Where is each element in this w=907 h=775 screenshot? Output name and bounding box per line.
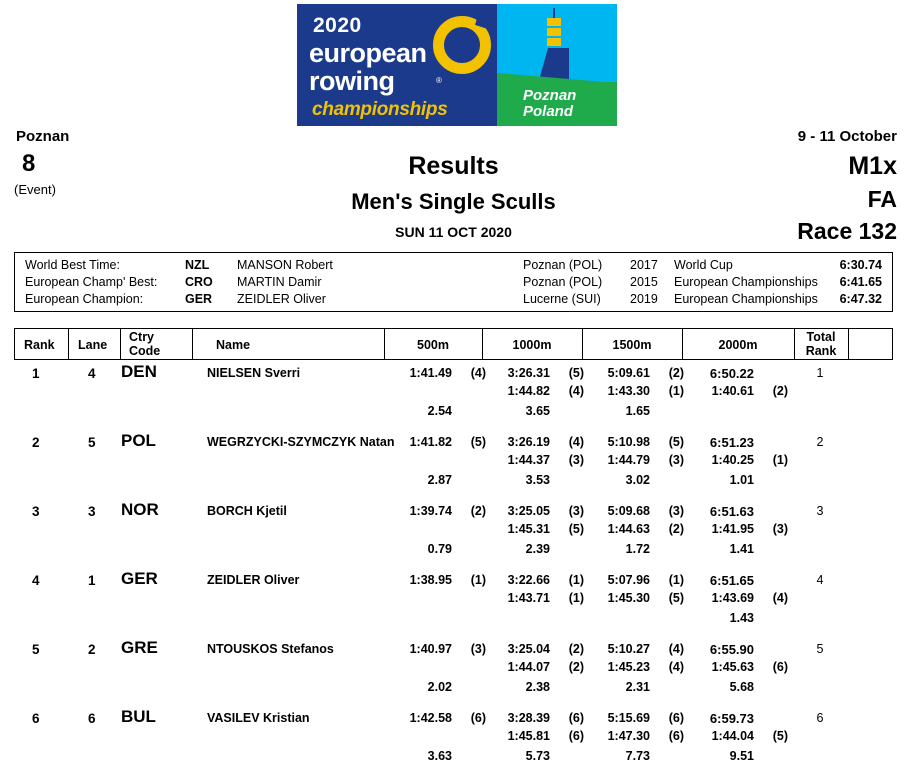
boat-class: M1x <box>848 152 897 180</box>
record-row <box>15 292 892 309</box>
record-row <box>15 258 892 275</box>
record-label: European Champion: <box>25 292 144 306</box>
row-1500m-diff: 1.72 <box>625 542 650 556</box>
column-header-1500m: 1500m <box>612 337 652 352</box>
column-header-ctry-code-line1: Ctry <box>129 330 155 344</box>
event-label: (Event) <box>14 182 56 197</box>
row-1000m-split: 1:44.07 <box>507 660 550 674</box>
row-rank: 6 <box>32 711 40 726</box>
record-athlete: MARTIN Damir <box>237 275 322 289</box>
row-athlete-name: WEGRZYCKI-SZYMCZYK Natan <box>207 435 395 449</box>
record-time: 6:47.32 <box>839 292 882 306</box>
row-1500m-split-position: (2) <box>668 522 684 536</box>
row-1000m-diff: 2.39 <box>525 542 550 556</box>
row-1500m-position: (1) <box>668 573 684 587</box>
page-title: Results <box>408 152 499 180</box>
row-1500m-diff: 1.65 <box>625 404 650 418</box>
row-total-rank: 5 <box>816 642 824 656</box>
record-country: NZL <box>185 258 210 272</box>
row-1000m-split-position: (3) <box>568 453 584 467</box>
row-2000m-diff: 1.01 <box>729 473 754 487</box>
record-label: World Best Time: <box>25 258 120 272</box>
row-1500m-diff: 2.31 <box>625 680 650 694</box>
record-event: European Championships <box>674 292 818 306</box>
row-total-rank: 6 <box>816 711 824 725</box>
row-2000m-split-position: (1) <box>772 453 788 467</box>
event-name: Men's Single Sculls <box>351 189 556 214</box>
row-2000m-split-position: (2) <box>772 384 788 398</box>
row-2000m-diff: 9.51 <box>729 749 754 763</box>
record-row <box>15 275 892 292</box>
row-rank: 2 <box>32 435 40 450</box>
row-1500m-position: (3) <box>668 504 684 518</box>
row-2000m-diff: 5.68 <box>729 680 754 694</box>
column-header-1000m: 1000m <box>512 337 552 352</box>
row-1500m-split: 1:44.63 <box>607 522 650 536</box>
row-1000m-position: (1) <box>568 573 584 587</box>
row-1000m-cumulative: 3:25.05 <box>507 504 550 518</box>
row-1000m-split: 1:44.37 <box>507 453 550 467</box>
row-2000m-split-position: (5) <box>772 729 788 743</box>
row-1500m-split-position: (3) <box>668 453 684 467</box>
row-2000m-split-position: (4) <box>772 591 788 605</box>
row-rank: 1 <box>32 366 40 381</box>
table-row[interactable] <box>14 636 893 705</box>
row-1500m-cumulative: 5:09.61 <box>607 366 650 380</box>
row-1000m-cumulative: 3:26.19 <box>507 435 550 449</box>
row-1500m-split: 1:44.79 <box>607 453 650 467</box>
column-header-lane: Lane <box>78 337 108 352</box>
row-500m-diff: 3.63 <box>427 749 452 763</box>
logo-year: 2020 <box>313 14 362 37</box>
row-1500m-cumulative: 5:10.98 <box>607 435 650 449</box>
row-500m-cumulative: 1:42.58 <box>409 711 452 725</box>
record-country: CRO <box>185 275 213 289</box>
row-1000m-cumulative: 3:26.31 <box>507 366 550 380</box>
race-phase: FA <box>867 186 897 212</box>
row-1000m-split: 1:45.81 <box>507 729 550 743</box>
race-number: Race 132 <box>797 218 897 244</box>
row-country-code: BUL <box>121 707 156 726</box>
table-row[interactable] <box>14 360 893 429</box>
row-final-time: 6:50.22 <box>709 366 754 381</box>
row-2000m-split: 1:40.25 <box>711 453 754 467</box>
column-header-rank: Rank <box>24 337 55 352</box>
row-total-rank: 3 <box>816 504 824 518</box>
row-500m-cumulative: 1:41.49 <box>409 366 452 380</box>
record-year: 2019 <box>630 292 658 306</box>
table-row[interactable] <box>14 429 893 498</box>
row-1500m-position: (4) <box>668 642 684 656</box>
row-1500m-cumulative: 5:15.69 <box>607 711 650 725</box>
row-1000m-split-position: (4) <box>568 384 584 398</box>
row-1500m-diff: 3.02 <box>625 473 650 487</box>
row-1500m-split-position: (1) <box>668 384 684 398</box>
row-rank: 5 <box>32 642 40 657</box>
row-country-code: GER <box>121 569 158 588</box>
row-500m-cumulative: 1:39.74 <box>409 504 452 518</box>
row-2000m-diff: 1.43 <box>729 611 754 625</box>
row-1000m-split-position: (2) <box>568 660 584 674</box>
column-header-2000m: 2000m <box>718 337 758 352</box>
record-athlete: MANSON Robert <box>237 258 333 272</box>
row-1500m-cumulative: 5:07.96 <box>607 573 650 587</box>
row-final-time: 6:59.73 <box>709 711 754 726</box>
row-1500m-cumulative: 5:10.27 <box>607 642 650 656</box>
row-1000m-diff: 3.53 <box>525 473 550 487</box>
row-2000m-split: 1:43.69 <box>711 591 754 605</box>
logo-line-championships: championships <box>312 99 448 120</box>
row-500m-diff: 2.02 <box>427 680 452 694</box>
column-header-total-line2: Rank <box>805 344 837 358</box>
row-1000m-split: 1:45.31 <box>507 522 550 536</box>
row-lane: 5 <box>88 435 96 450</box>
row-500m-position: (2) <box>470 504 486 518</box>
row-total-rank: 1 <box>816 366 824 380</box>
row-country-code: DEN <box>121 362 157 381</box>
header-city: Poznan <box>16 128 70 145</box>
record-label: European Champ' Best: <box>25 275 158 289</box>
row-lane: 2 <box>88 642 96 657</box>
logo-venue-city: Poznan <box>523 87 577 105</box>
row-2000m-split: 1:41.95 <box>711 522 754 536</box>
row-athlete-name: BORCH Kjetil <box>207 504 287 518</box>
record-time: 6:30.74 <box>839 258 882 272</box>
row-lane: 1 <box>88 573 96 588</box>
results-table-header <box>14 328 893 360</box>
row-1000m-split-position: (1) <box>568 591 584 605</box>
record-event: European Championships <box>674 275 818 289</box>
row-2000m-split-position: (3) <box>772 522 788 536</box>
row-1000m-position: (3) <box>568 504 584 518</box>
row-500m-cumulative: 1:40.97 <box>409 642 452 656</box>
poznan-tower-icon <box>539 18 569 80</box>
row-1500m-position: (5) <box>668 435 684 449</box>
row-total-rank: 2 <box>816 435 824 449</box>
row-500m-cumulative: 1:41.82 <box>409 435 452 449</box>
row-athlete-name: ZEIDLER Oliver <box>207 573 300 587</box>
record-event: World Cup <box>674 258 733 272</box>
table-row[interactable] <box>14 567 893 636</box>
record-venue: Lucerne (SUI) <box>523 292 601 306</box>
row-2000m-split: 1:45.63 <box>711 660 754 674</box>
row-1500m-split-position: (4) <box>668 660 684 674</box>
row-500m-position: (4) <box>470 366 486 380</box>
row-final-time: 6:51.63 <box>709 504 754 519</box>
row-1500m-split: 1:45.23 <box>607 660 650 674</box>
column-header-500m: 500m <box>417 337 449 352</box>
row-athlete-name: NIELSEN Sverri <box>207 366 301 380</box>
record-athlete: ZEIDLER Oliver <box>237 292 326 306</box>
row-1000m-diff: 2.38 <box>525 680 550 694</box>
event-logo <box>297 4 617 126</box>
logo-line-rowing: rowing <box>309 66 395 96</box>
logo-venue-country: Poland <box>523 103 574 120</box>
row-500m-position: (3) <box>470 642 486 656</box>
row-lane: 4 <box>88 366 96 381</box>
row-1500m-cumulative: 5:09.68 <box>607 504 650 518</box>
row-1000m-cumulative: 3:22.66 <box>507 573 550 587</box>
row-1000m-split: 1:43.71 <box>507 591 550 605</box>
row-final-time: 6:51.23 <box>709 435 754 450</box>
row-final-time: 6:51.65 <box>709 573 754 588</box>
row-2000m-split: 1:44.04 <box>711 729 754 743</box>
row-500m-diff: 0.79 <box>427 542 452 556</box>
row-500m-position: (6) <box>470 711 486 725</box>
row-country-code: POL <box>121 431 156 450</box>
row-500m-cumulative: 1:38.95 <box>409 573 452 587</box>
row-athlete-name: NTOUSKOS Stefanos <box>207 642 334 656</box>
row-1500m-split-position: (6) <box>668 729 684 743</box>
record-country: GER <box>185 292 213 306</box>
row-rank: 3 <box>32 504 40 519</box>
column-header-total-line1: Total <box>806 330 836 344</box>
record-time: 6:41.65 <box>839 275 882 289</box>
row-rank: 4 <box>32 573 40 588</box>
row-2000m-split: 1:40.61 <box>711 384 754 398</box>
row-1000m-position: (5) <box>568 366 584 380</box>
record-year: 2015 <box>630 275 658 289</box>
row-1000m-split-position: (6) <box>568 729 584 743</box>
row-500m-diff: 2.87 <box>427 473 452 487</box>
row-1000m-position: (4) <box>568 435 584 449</box>
row-1000m-cumulative: 3:25.04 <box>507 642 550 656</box>
row-total-rank: 4 <box>816 573 824 587</box>
column-header-ctry-code-line2: Code <box>129 344 161 358</box>
event-number: 8 <box>22 150 36 177</box>
row-1500m-position: (6) <box>668 711 684 725</box>
results-table-body <box>14 360 893 774</box>
row-1500m-split-position: (5) <box>668 591 684 605</box>
row-1000m-cumulative: 3:28.39 <box>507 711 550 725</box>
row-country-code: GRE <box>121 638 158 657</box>
column-header-name: Name <box>216 337 251 352</box>
row-lane: 6 <box>88 711 96 726</box>
row-1000m-split-position: (5) <box>568 522 584 536</box>
row-1000m-split: 1:44.82 <box>507 384 550 398</box>
row-500m-position: (1) <box>470 573 486 587</box>
row-1500m-position: (2) <box>668 366 684 380</box>
logo-registered-mark: ® <box>436 76 442 85</box>
logo-right-panel <box>497 4 617 126</box>
header-dates: 9 - 11 October <box>797 128 897 145</box>
session-date: SUN 11 OCT 2020 <box>395 224 512 240</box>
row-1000m-position: (6) <box>568 711 584 725</box>
row-1500m-split: 1:47.30 <box>607 729 650 743</box>
row-2000m-split-position: (6) <box>772 660 788 674</box>
record-venue: Poznan (POL) <box>523 258 603 272</box>
row-country-code: NOR <box>121 500 159 519</box>
row-1000m-diff: 3.65 <box>525 404 550 418</box>
logo-line-european: european <box>309 38 427 68</box>
row-1500m-split: 1:45.30 <box>607 591 650 605</box>
records-box <box>14 252 893 312</box>
row-500m-diff: 2.54 <box>427 404 452 418</box>
row-lane: 3 <box>88 504 96 519</box>
logo-left-panel <box>297 4 497 126</box>
row-2000m-diff: 1.41 <box>729 542 754 556</box>
row-500m-position: (5) <box>470 435 486 449</box>
row-1500m-split: 1:43.30 <box>607 384 650 398</box>
row-1000m-position: (2) <box>568 642 584 656</box>
row-1000m-diff: 5.73 <box>525 749 550 763</box>
row-athlete-name: VASILEV Kristian <box>207 711 310 725</box>
table-row[interactable] <box>14 498 893 567</box>
table-row[interactable] <box>14 705 893 774</box>
row-1500m-diff: 7.73 <box>625 749 650 763</box>
record-venue: Poznan (POL) <box>523 275 603 289</box>
record-year: 2017 <box>630 258 658 272</box>
row-final-time: 6:55.90 <box>709 642 754 657</box>
